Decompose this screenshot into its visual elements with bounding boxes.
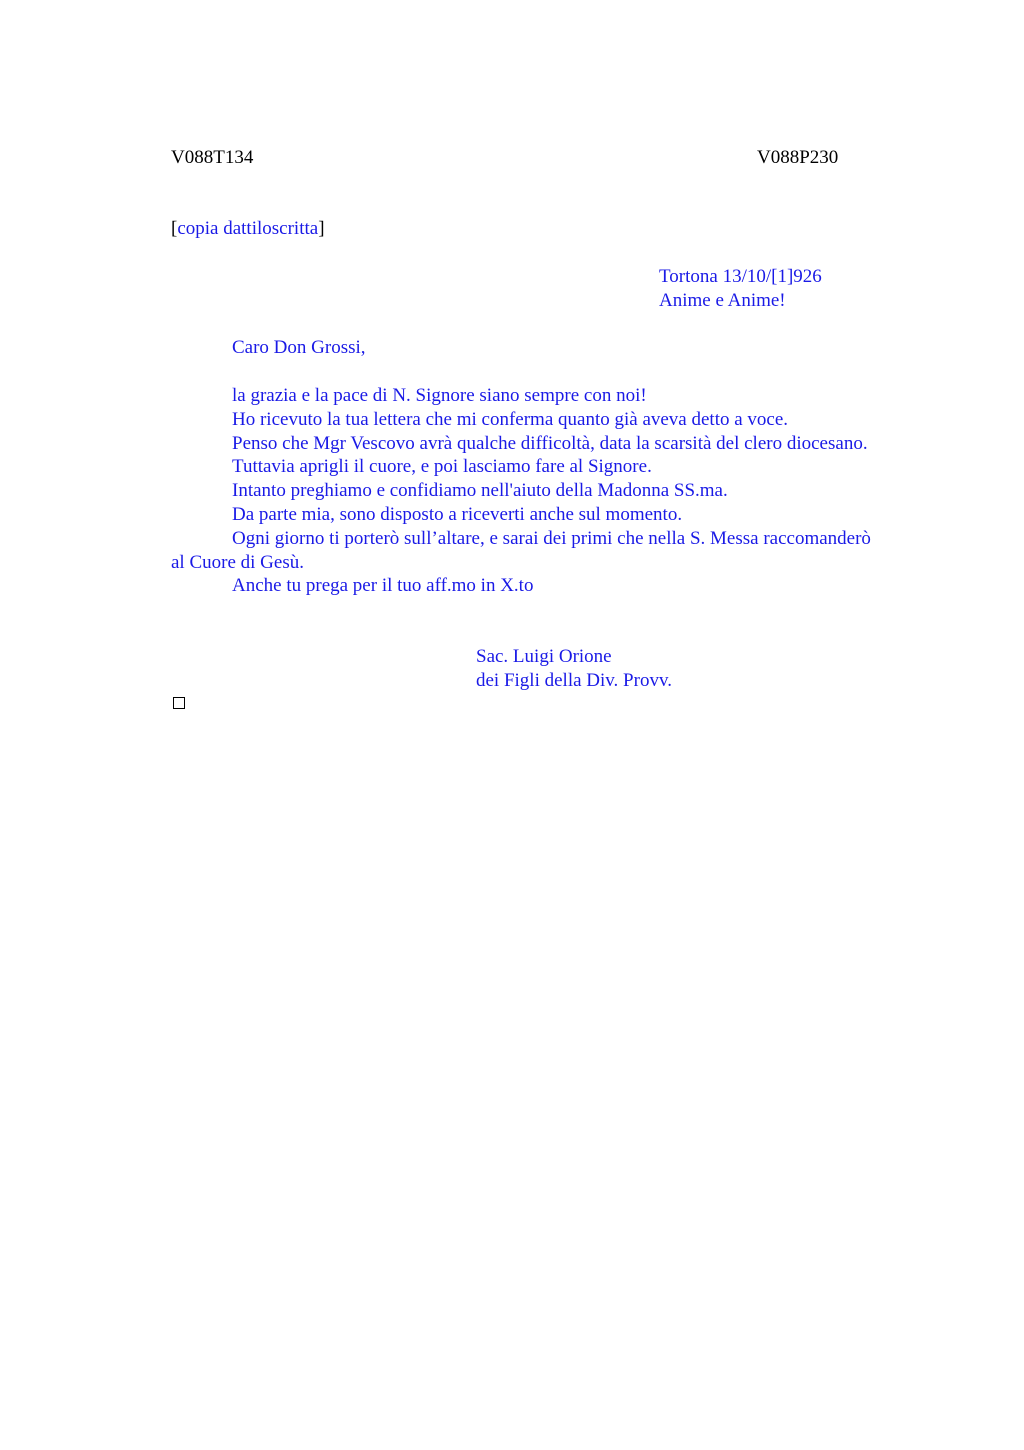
end-marker-square-icon <box>173 697 185 709</box>
copy-note <box>171 217 325 241</box>
body-line: Ho ricevuto la tua lettera che mi conferma quanto già aveva detto a voce. <box>232 408 789 430</box>
copy-note-text: copia dattiloscritta <box>177 218 319 239</box>
date-block <box>659 265 822 313</box>
body-line: Tuttavia aprigli il cuore, e poi lasciamo fare al Signore. <box>232 456 652 478</box>
body-line: Penso che Mgr Vescovo avrà qualche difficoltà, data la scarsità del clero diocesano. <box>232 432 868 454</box>
body-line: la grazia e la pace di N. Signore siano sempre con noi! <box>232 385 647 406</box>
signature-title: dei Figli della Div. Provv. <box>476 670 672 691</box>
copy-note-open-bracket: [ <box>171 218 178 239</box>
body-line-continuation: al Cuore di Gesù. <box>171 551 304 573</box>
body-line-closing: Anche tu prega per il tuo aff.mo in X.to <box>232 575 534 597</box>
salutation: Caro Don Grossi, <box>232 337 366 358</box>
body-line: Ogni giorno ti porterò sull’altare, e sarai dei primi che nella S. Messa raccomanderò <box>232 527 871 549</box>
signature-block <box>476 645 672 693</box>
document-code-right: V088P230 <box>757 147 839 168</box>
copy-note-close-bracket: ] <box>318 218 325 239</box>
document-code-left: V088T134 <box>171 147 254 168</box>
place-date: Tortona 13/10/[1]926 <box>659 266 822 287</box>
body-line: Intanto preghiamo e confidiamo nell'aiuto della Madonna SS.ma. <box>232 480 728 502</box>
body-line: Da parte mia, sono disposto a riceverti anche sul momento. <box>232 503 683 525</box>
motto: Anime e Anime! <box>659 290 786 311</box>
letter-body <box>171 384 931 598</box>
signature-name: Sac. Luigi Orione <box>476 646 612 667</box>
